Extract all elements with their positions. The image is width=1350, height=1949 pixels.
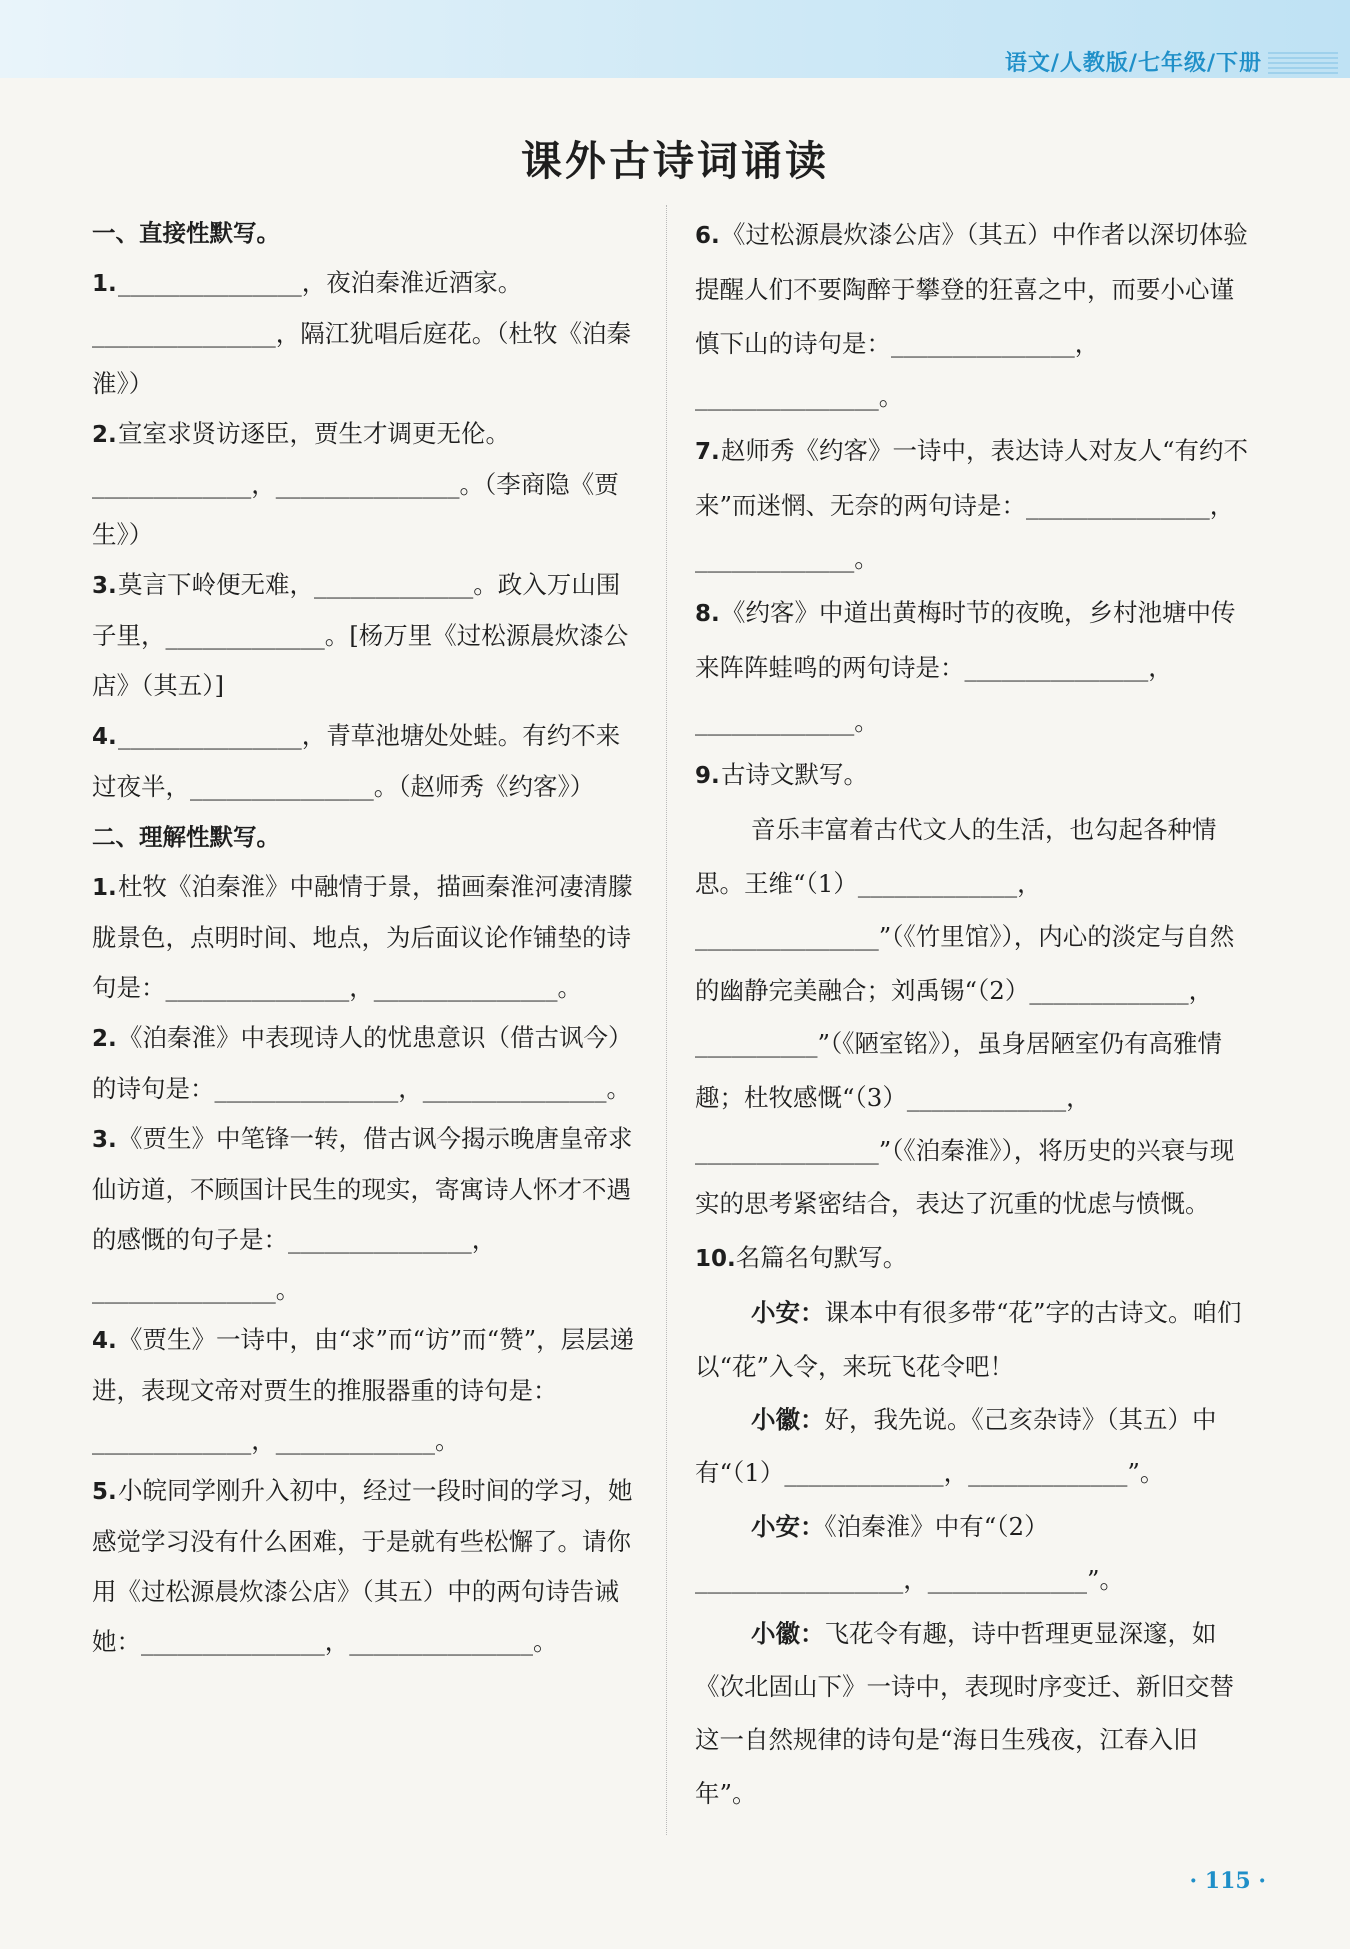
question-item [695,208,1250,424]
section-heading-understanding: 二、理解性默写。 [92,823,280,851]
question-item [92,1315,642,1466]
question-item [92,258,642,409]
dialog-text: 《泊秦淮》中有“（2）_________________，_____________”。 [695,1511,1125,1595]
question-text: 《约客》中道出黄梅时节的夜晚，乡村池塘中传来阵阵蛙鸣的两句诗是：_______________，_____________。 [695,597,1236,736]
column-divider [666,205,667,1835]
header-stripes-decoration [1268,52,1338,74]
question-item [92,1466,642,1667]
question-text: 《贾生》中笔锋一转，借古讽今揭示晚唐皇帝求仙访道，不顾国计民生的现实，寄寓诗人怀才不遇的感慨的句子是：_______________，_______________。 [92,1124,633,1304]
question-number: 1. [92,875,117,901]
question-item [92,1114,642,1315]
question-text: 《贾生》一诗中，由“求”而“访”而“赞”，层层递进，表现文帝对贾生的推服器重的诗句是：_____________，_____________。 [92,1325,635,1455]
question-text: _______________，青草池塘处处蛙。有约不来过夜半，_______________。（赵师秀《约客》） [92,721,621,801]
question-item [92,711,642,812]
question-item [695,748,1250,803]
question-text: 宣室求贤访逐臣，贾生才调更无伦。_____________，_______________。（李商隐《贾生》） [92,419,619,549]
question-item [695,424,1250,586]
question-number: 8. [695,600,720,627]
question-item [92,560,642,711]
dialog-text: 飞花令有趣，诗中哲理更显深邃，如《次北固山下》一诗中，表现时序变迁、新旧交替这一自然规律的诗句是“海日生残夜，江春入旧年”。 [695,1618,1234,1808]
left-column [92,208,642,1667]
dialog-speaker: 小徽： [751,1618,825,1648]
question-item [92,1013,642,1114]
question-text: 小皖同学刚升入初中，经过一段时间的学习，她感觉学习没有什么困难，于是就有些松懈了。请你用《过松源晨炊漆公店》（其五）中的两句诗告诫她：_______________，_______________。 [92,1476,633,1656]
section-heading-direct: 一、直接性默写。 [92,219,280,247]
subject-label: 语文/人教版/七年级/下册 [1004,51,1262,76]
page-title: 课外古诗词诵读 [521,137,829,185]
question-number: 10. [695,1245,736,1272]
right-column [695,208,1250,1820]
question-item [92,862,642,1013]
dialog-speaker: 小徽： [751,1404,825,1434]
page-number: · 115 · [1189,1868,1266,1894]
question-text: _______________，夜泊秦淮近酒家。_______________，隔江犹唱后庭花。（杜牧《泊秦淮》） [92,268,631,398]
question-text: 杜牧《泊秦淮》中融情于景，描画秦淮河凄清朦胧景色，点明时间、地点，为后面议论作铺垫的诗句是：_______________，_______________。 [92,872,633,1002]
question-text: 古诗文默写。 [721,760,868,790]
question-text: 赵师秀《约客》一诗中，表达诗人对友人“有约不来”而迷惘、无奈的两句诗是：_______________，_____________。 [695,435,1249,574]
dialog-line [695,1393,1250,1500]
question-passage: 音乐丰富着古代文人的生活，也勾起各种情思。王维“（1）_____________，_______________”（《竹里馆》），内心的淡定与自然的幽静完美融合；刘禹锡“（2）_____________，__________”（《陋室铭》），虽身居陋室仍有高雅情趣；杜牧感慨“（3）_____________，_______________”（《泊秦淮》），将历史的兴衰与现实的思考紧密结合，表达了沉重的忧虑与愤慨。 [695,815,1235,1219]
question-number: 4. [92,724,117,750]
question-number: 2. [92,422,117,448]
dialog-line [695,1500,1250,1607]
dialog-text: 好，我先说。《己亥杂诗》（其五）中有“（1）_____________，_____________”。 [695,1404,1217,1488]
dialog-speaker: 小安： [751,1298,825,1328]
question-item [695,586,1250,748]
question-number: 6. [695,223,720,249]
dialog-speaker: 小安： [751,1511,825,1541]
question-number: 7. [695,438,720,465]
question-text: 《过松源晨炊漆公店》（其五）中作者以深切体验提醒人们不要陶醉于攀登的狂喜之中，而要小心谨慎下山的诗句是：_______________，_______________。 [695,220,1248,412]
question-text: 《泊秦淮》中表现诗人的忧患意识（借古讽今）的诗句是：_______________，_______________。 [92,1023,633,1103]
question-number: 4. [92,1328,117,1354]
dialog-text: 课本中有很多带“花”字的古诗文。咱们以“花”入令，来玩飞花令吧！ [695,1298,1242,1381]
question-number: 3. [92,573,117,599]
dialog-line [695,1286,1250,1393]
question-text: 名篇名句默写。 [735,1242,908,1272]
dialog-line [695,1607,1250,1821]
question-number: 3. [92,1127,117,1153]
question-number: 2. [92,1026,117,1052]
question-item [92,409,642,560]
question-number: 9. [695,763,720,790]
question-number: 5. [92,1479,117,1505]
question-number: 1. [92,271,117,297]
question-text: 莫言下岭便无难，_____________。政入万山围子里，_____________。[杨万里《过松源晨炊漆公店》（其五）] [92,570,629,700]
question-item [695,1231,1250,1286]
